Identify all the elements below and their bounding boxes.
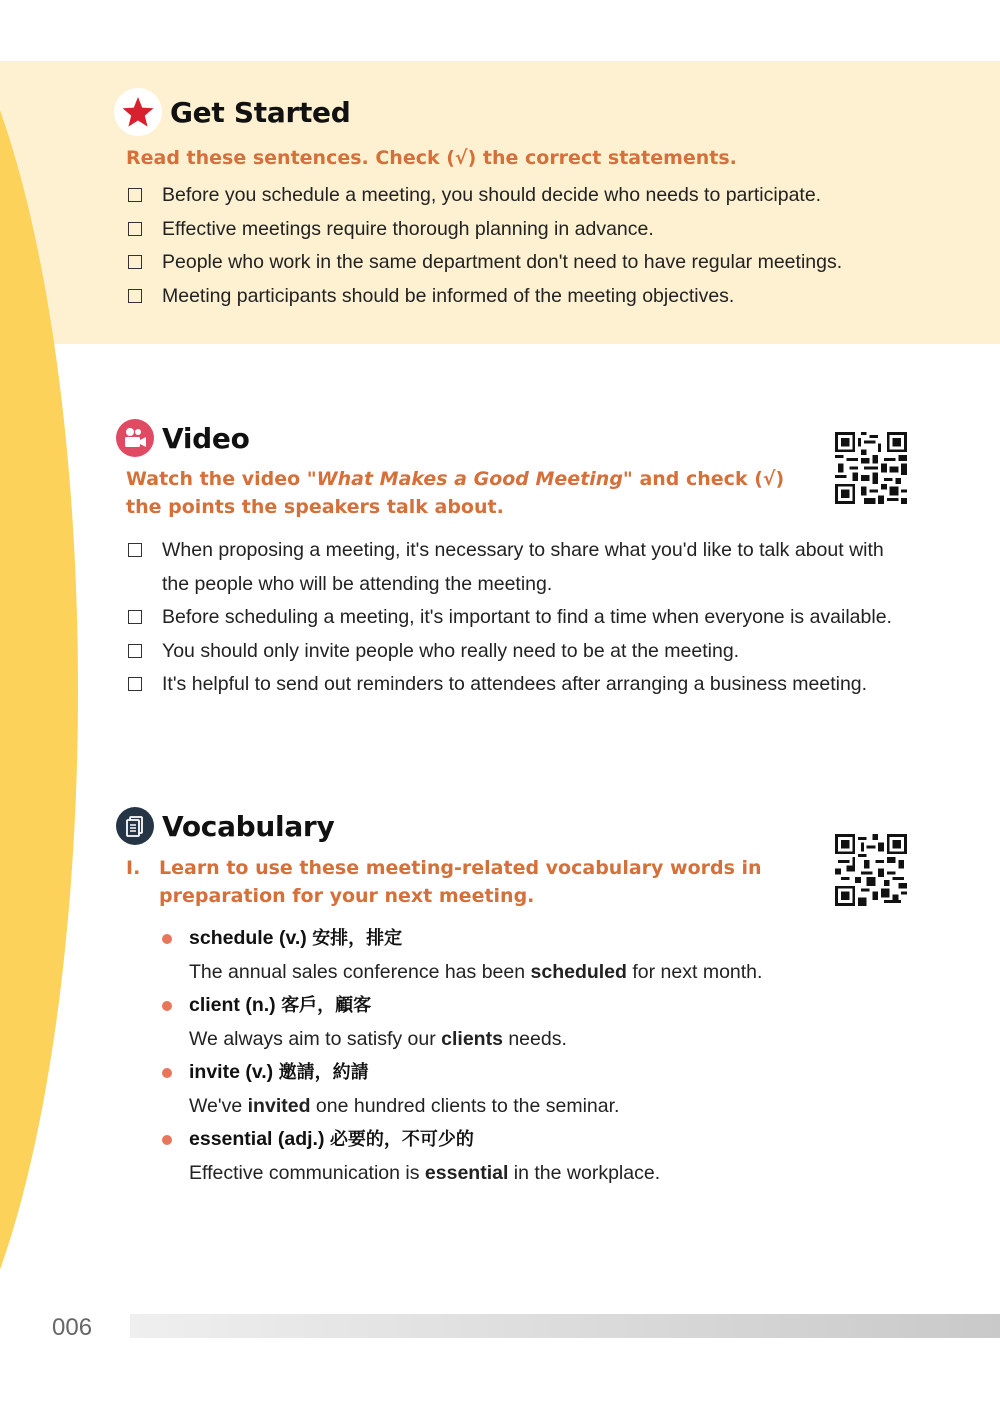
bullet-icon xyxy=(162,1001,172,1011)
example-text: We've xyxy=(189,1094,248,1117)
example-keyword: invited xyxy=(247,1094,311,1117)
vocab-term: schedule (v.) xyxy=(189,927,307,949)
checkbox[interactable] xyxy=(128,222,142,236)
vocab-entry xyxy=(160,989,860,1056)
vocabulary-instruction: Learn to use these meeting-related vocabulary words in preparation for your next meeting. xyxy=(159,857,762,907)
statement-text: It's helpful to send out reminders to attendees after arranging a business meeting. xyxy=(162,673,868,695)
vocab-entry xyxy=(160,1056,860,1123)
list-item xyxy=(126,635,916,669)
statement-text: Before scheduling a meeting, it's important to find a time when everyone is available. xyxy=(162,606,892,628)
vocab-term: invite (v.) xyxy=(189,1061,274,1083)
vocabulary-header xyxy=(116,802,334,850)
statement-text: You should only invite people who really need to be at the meeting. xyxy=(162,639,740,662)
example-text: Effective communication is xyxy=(189,1161,425,1184)
qr-code-icon[interactable] xyxy=(835,834,907,906)
example-text: in the workplace. xyxy=(508,1161,661,1184)
statement-text: People who work in the same department don't need to have regular meetings. xyxy=(162,251,843,273)
video-header xyxy=(116,414,250,462)
statement-text: Before you schedule a meeting, you should decide who needs to participate. xyxy=(162,184,822,206)
list-item xyxy=(126,280,916,314)
vocab-gloss: 必要的，不可少的 xyxy=(329,1129,474,1150)
list-item xyxy=(126,668,916,702)
list-item xyxy=(126,246,916,280)
statement-text: Meeting participants should be informed of the meeting objectives. xyxy=(162,284,735,307)
vocabulary-title: Vocabulary xyxy=(162,809,335,843)
video-checklist xyxy=(126,534,916,702)
list-item xyxy=(126,213,916,247)
instruction-text: and check (√) the points the speakers talk about. xyxy=(126,468,785,518)
example-keyword: scheduled xyxy=(530,960,627,983)
vocab-entry xyxy=(160,922,860,989)
bullet-icon xyxy=(162,934,172,944)
checkbox[interactable] xyxy=(128,610,142,624)
vocab-entry xyxy=(160,1123,860,1190)
example-text: needs. xyxy=(502,1027,567,1050)
vocabulary-list xyxy=(160,922,860,1190)
vocab-gloss: 邀請，約請 xyxy=(278,1062,369,1083)
bullet-icon xyxy=(162,1135,172,1145)
star-icon xyxy=(114,88,162,136)
statement-text: When proposing a meeting, it's necessary to share what you'd like to talk about with the people who will be attending the meeting. xyxy=(162,539,884,595)
page-number: 006 xyxy=(52,1314,93,1341)
get-started-header xyxy=(114,88,350,136)
vocab-term: essential (adj.) xyxy=(189,1128,325,1150)
list-item xyxy=(126,601,916,635)
qr-code-icon[interactable] xyxy=(835,432,907,504)
example-text: The annual sales conference has been xyxy=(189,960,531,983)
example-keyword: essential xyxy=(424,1161,509,1184)
example-text: We always aim to satisfy our xyxy=(189,1027,442,1050)
list-item xyxy=(126,179,916,213)
vocab-example xyxy=(189,1023,860,1057)
checkbox[interactable] xyxy=(128,677,142,691)
checkbox[interactable] xyxy=(128,543,142,557)
vocab-gloss: 安排，排定 xyxy=(312,928,403,949)
example-text: one hundred clients to the seminar. xyxy=(310,1094,620,1117)
footer-bar xyxy=(130,1314,1000,1338)
vocab-example xyxy=(189,1157,860,1191)
vocab-example xyxy=(189,1090,860,1124)
video-camera-icon xyxy=(116,419,154,457)
checkbox[interactable] xyxy=(128,255,142,269)
vocab-example xyxy=(189,956,860,990)
example-text: for next month. xyxy=(626,960,763,983)
get-started-checklist xyxy=(126,179,916,313)
video-name: "What Makes a Good Meeting" xyxy=(306,468,633,490)
video-instruction xyxy=(126,465,816,521)
bullet-icon xyxy=(162,1068,172,1078)
list-item xyxy=(126,534,916,601)
document-icon xyxy=(116,807,154,845)
video-title: Video xyxy=(162,421,250,455)
checkbox[interactable] xyxy=(128,188,142,202)
statement-text: Effective meetings require thorough planning in advance. xyxy=(162,217,654,240)
instruction-text: Watch the video xyxy=(126,468,307,490)
get-started-title: Get Started xyxy=(170,95,351,129)
get-started-instruction: Read these sentences. Check (√) the correct statements. xyxy=(126,147,737,169)
checkbox[interactable] xyxy=(128,644,142,658)
vocab-gloss: 客戶，顧客 xyxy=(281,995,372,1016)
checkbox[interactable] xyxy=(128,289,142,303)
vocab-term: client (n.) xyxy=(189,994,276,1016)
example-keyword: clients xyxy=(441,1027,503,1050)
part-number: I. xyxy=(126,857,141,879)
